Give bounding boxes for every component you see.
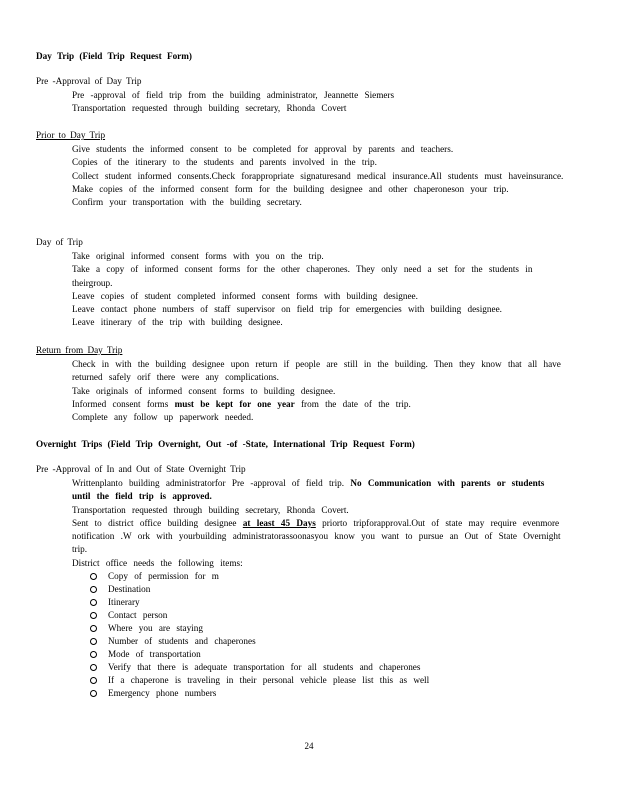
circle-bullet-icon <box>90 586 97 593</box>
list-item: Verify that there is adequate transportation for all students and chaperones <box>0 661 618 674</box>
day-trip-heading: Day Trip (Field Trip Request Form) <box>36 51 192 61</box>
list-item: Transportation requested through building secretary, Rhonda Covert. <box>72 504 349 515</box>
return-from-day-trip-list <box>0 358 618 424</box>
overnight-trips-heading: Overnight Trips (Field Trip Overnight, Out -of -State, International Trip Request Form) <box>36 439 415 449</box>
circle-bullet-icon <box>90 690 97 697</box>
pre-approval-overnight-list <box>0 477 618 570</box>
circle-bullet-icon <box>90 638 97 645</box>
list-item: Copy of permission for m <box>0 570 618 583</box>
page-number: 24 <box>304 741 314 751</box>
list-item: Sent to district office building designee at least 45 Days priorto tripforapproval.Out of state may require evenmore notification .W ork with yourbuilding administratorassoonasyou know you want to pursue an Out of State Overnight trip. <box>72 517 561 555</box>
district-items-list <box>0 570 618 700</box>
list-item: Itinerary <box>0 596 618 609</box>
list-item: Leave itinerary of the trip with building designee. <box>72 317 283 328</box>
list-item: Writtenplanto building administratorfor Pre -approval of field trip. No Communication with parents or students until the field trip is approved. <box>72 478 545 502</box>
list-item: Destination <box>0 583 618 596</box>
list-item: Collect student informed consents.Check forappropriate signaturesand medical insurance.All students must haveinsurance. Make copies of the informed consent form for the building designee and other chaperoneson your trip. <box>72 170 564 194</box>
day-of-trip-list <box>0 250 618 330</box>
list-item: Where you are staying <box>0 622 618 635</box>
pre-approval-overnight-title: Pre -Approval of In and Out of State Overnight Trip <box>36 464 246 474</box>
list-item: Take originals of informed consent forms to building designee. <box>72 385 336 396</box>
prior-to-day-trip-title: Prior to Day Trip <box>36 130 106 140</box>
list-item: Take original informed consent forms with you on the trip. <box>72 251 324 261</box>
circle-bullet-icon <box>90 664 97 671</box>
list-item: Transportation requested through building secretary, Rhonda Covert <box>72 103 347 114</box>
prior-to-day-trip-list <box>0 143 618 209</box>
list-item: Contact person <box>0 609 618 622</box>
list-item: Leave copies of student completed informed consent forms with building designee. <box>72 290 418 301</box>
circle-bullet-icon <box>90 612 97 619</box>
list-item: Check in with the building designee upon return if people are still in the building. Then they know that all have returned safely orif there were any complications. <box>72 359 561 383</box>
circle-bullet-icon <box>90 573 97 580</box>
day-of-trip-title: Day of Trip <box>36 237 83 247</box>
return-from-day-trip-title: Return from Day Trip <box>36 345 123 355</box>
list-item: Take a copy of informed consent forms for the other chaperones. They only need a set for the students in theirgroup. <box>72 264 533 288</box>
pre-approval-day-trip-title: Pre -Approval of Day Trip <box>36 76 142 86</box>
list-item: District office needs the following items: <box>72 557 243 568</box>
circle-bullet-icon <box>90 651 97 658</box>
list-item: If a chaperone is traveling in their personal vehicle please list this as well <box>0 674 618 687</box>
list-item: Give students the informed consent to be completed for approval by parents and teachers. <box>72 144 454 154</box>
pre-approval-day-trip-list <box>0 89 618 116</box>
list-item: Number of students and chaperones <box>0 635 618 648</box>
circle-bullet-icon <box>90 677 97 684</box>
list-item: Mode of transportation <box>0 648 618 661</box>
circle-bullet-icon <box>90 625 97 632</box>
list-item: Confirm your transportation with the building secretary. <box>72 197 302 208</box>
circle-bullet-icon <box>90 599 97 606</box>
list-item: Copies of the itinerary to the students and parents involved in the trip. <box>72 157 377 168</box>
list-item: Pre -approval of field trip from the building administrator, Jeannette Siemers <box>72 90 395 100</box>
list-item: Complete any follow up paperwork needed. <box>72 412 254 423</box>
list-item: Leave contact phone numbers of staff supervisor on field trip for emergencies with building designee. <box>72 304 502 315</box>
list-item: Emergency phone numbers <box>0 687 618 700</box>
list-item: Informed consent forms must be kept for one year from the date of the trip. <box>72 398 411 409</box>
